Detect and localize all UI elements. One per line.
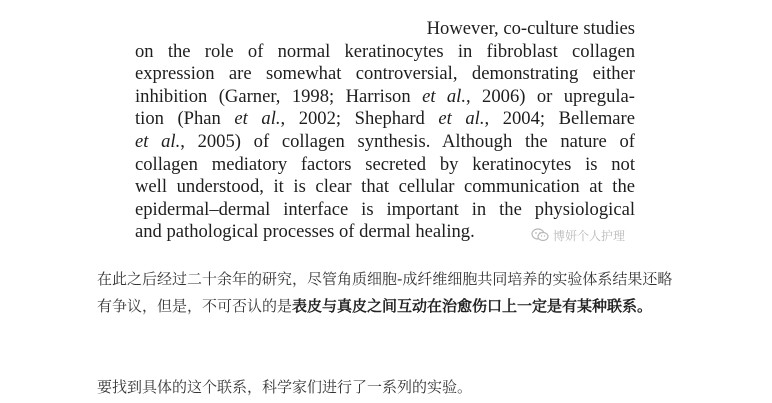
- quote-line: [135, 108, 635, 131]
- quote-line: [135, 63, 635, 86]
- quote-italic-run: et al.: [135, 130, 181, 152]
- quote-line: [135, 41, 635, 64]
- paragraph-1: [97, 266, 687, 320]
- quote-line: [135, 176, 635, 199]
- quote-line: [135, 154, 635, 177]
- quote-line: [135, 86, 635, 109]
- quote-text-run: well understood, it is clear that cellular communication at the: [135, 176, 635, 198]
- quote-text-run: , 2006) or upregula-: [466, 85, 635, 107]
- paragraph-1-normal: 在此之后经过二十余年的研究，尽管角质细胞-成纤维细胞共同培养的实验体系结果还略有争议，但是，不可否认的是: [97, 270, 673, 315]
- quote-line: [135, 199, 635, 222]
- quote-text-run: inhibition (Garner, 1998; Harrison: [135, 85, 423, 107]
- quote-text-run: on the role of normal keratinocytes in fibroblast collagen: [135, 40, 635, 62]
- watermark-text: 博妍个人护理: [553, 228, 626, 243]
- quote-italic-run: et al.: [422, 85, 466, 107]
- quote-text-run: expression are somewhat controversial, demonstrating either: [135, 63, 635, 85]
- quote-italic-run: et al.: [234, 108, 281, 130]
- quote-text-run: However, co-culture studies: [426, 18, 635, 39]
- paragraph-1-bold: 表皮与真皮之间互动在治愈伤口上一定是有某种联系。: [292, 297, 653, 315]
- quote-line: [135, 18, 635, 41]
- quote-text-run: , 2004; Bellemare: [484, 108, 636, 130]
- watermark: [531, 225, 625, 245]
- quote-line: [135, 131, 635, 154]
- paragraph-2: 要找到具体的这个联系，科学家们进行了一系列的实验。: [97, 378, 473, 396]
- quote-italic-run: et al.: [438, 108, 485, 130]
- quote-lines: [135, 18, 635, 244]
- quote-text-run: , 2005) of collagen synthesis. Although the nature of: [180, 130, 635, 152]
- quote-text-run: epidermal–dermal interface is important in the physiological: [135, 198, 635, 220]
- quote-text-run: collagen mediatory factors secreted by keratinocytes is not: [135, 153, 635, 175]
- quote-text-run: and pathological processes of dermal healing.: [135, 221, 475, 243]
- wechat-icon: [531, 228, 549, 242]
- quote-text-run: tion (Phan: [135, 108, 235, 130]
- quote-text-run: , 2002; Shephard: [280, 108, 439, 130]
